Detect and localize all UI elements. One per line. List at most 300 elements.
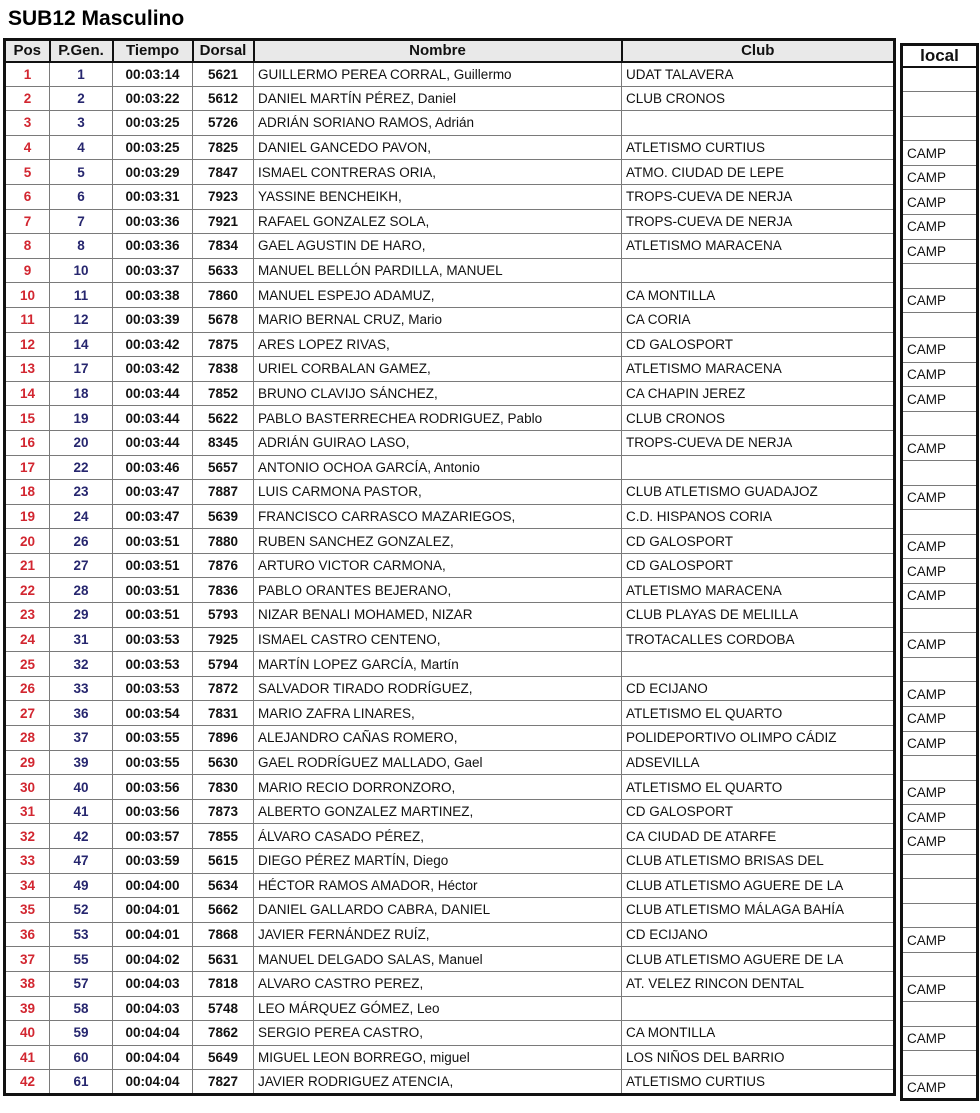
general-position-cell: 1 xyxy=(50,62,113,87)
table-row xyxy=(5,971,895,996)
table-row xyxy=(5,455,895,480)
bib-number-cell: 5748 xyxy=(193,996,254,1021)
name-cell: URIEL CORBALAN GAMEZ, xyxy=(254,357,622,382)
local-row xyxy=(902,1051,978,1076)
table-row xyxy=(5,529,895,554)
local-row xyxy=(902,829,978,854)
local-row xyxy=(902,1075,978,1100)
time-cell: 00:03:44 xyxy=(113,406,193,431)
local-cell xyxy=(902,1051,978,1076)
time-cell: 00:03:47 xyxy=(113,480,193,505)
local-cell: CAMP xyxy=(902,829,978,854)
time-cell: 00:04:03 xyxy=(113,996,193,1021)
name-cell: MANUEL ESPEJO ADAMUZ, xyxy=(254,283,622,308)
club-cell: UDAT TALAVERA xyxy=(622,62,895,87)
position-cell: 1 xyxy=(5,62,50,87)
local-row xyxy=(902,288,978,313)
bib-number-cell: 7875 xyxy=(193,332,254,357)
bib-number-cell: 5633 xyxy=(193,258,254,283)
club-cell: ATLETISMO EL QUARTO xyxy=(622,701,895,726)
name-cell: MANUEL BELLÓN PARDILLA, MANUEL xyxy=(254,258,622,283)
local-row xyxy=(902,928,978,953)
general-position-cell: 11 xyxy=(50,283,113,308)
column-header-dorsal: Dorsal xyxy=(193,40,254,62)
local-cell xyxy=(902,952,978,977)
local-row xyxy=(902,583,978,608)
name-cell: ADRIÁN GUIRAO LASO, xyxy=(254,430,622,455)
club-cell: ADSEVILLA xyxy=(622,750,895,775)
club-cell: AT. VELEZ RINCON DENTAL xyxy=(622,971,895,996)
local-cell: CAMP xyxy=(902,338,978,363)
time-cell: 00:03:31 xyxy=(113,184,193,209)
local-row xyxy=(902,952,978,977)
local-cell: CAMP xyxy=(902,682,978,707)
time-cell: 00:03:46 xyxy=(113,455,193,480)
bib-number-cell: 7876 xyxy=(193,553,254,578)
local-row xyxy=(902,657,978,682)
position-cell: 39 xyxy=(5,996,50,1021)
local-row xyxy=(902,510,978,535)
table-row xyxy=(5,357,895,382)
general-position-cell: 42 xyxy=(50,824,113,849)
local-cell: CAMP xyxy=(902,141,978,166)
general-position-cell: 60 xyxy=(50,1045,113,1070)
club-cell: ATLETISMO MARACENA xyxy=(622,357,895,382)
position-cell: 33 xyxy=(5,849,50,874)
local-column xyxy=(900,43,979,1101)
local-cell: CAMP xyxy=(902,190,978,215)
position-cell: 14 xyxy=(5,381,50,406)
position-cell: 18 xyxy=(5,480,50,505)
club-cell: CA MONTILLA xyxy=(622,283,895,308)
local-cell xyxy=(902,67,978,92)
name-cell: RUBEN SANCHEZ GONZALEZ, xyxy=(254,529,622,554)
tables-container xyxy=(3,38,980,1101)
name-cell: ALVARO CASTRO PEREZ, xyxy=(254,971,622,996)
time-cell: 00:03:47 xyxy=(113,504,193,529)
position-cell: 10 xyxy=(5,283,50,308)
local-row xyxy=(902,706,978,731)
name-cell: BRUNO CLAVIJO SÁNCHEZ, xyxy=(254,381,622,406)
general-position-cell: 23 xyxy=(50,480,113,505)
name-cell: MARTÍN LOPEZ GARCÍA, Martín xyxy=(254,652,622,677)
time-cell: 00:03:51 xyxy=(113,529,193,554)
table-row xyxy=(5,283,895,308)
name-cell: FRANCISCO CARRASCO MAZARIEGOS, xyxy=(254,504,622,529)
time-cell: 00:03:42 xyxy=(113,332,193,357)
local-cell: CAMP xyxy=(902,239,978,264)
time-cell: 00:03:56 xyxy=(113,775,193,800)
local-cell xyxy=(902,756,978,781)
local-cell xyxy=(902,657,978,682)
name-cell: DANIEL GANCEDO PAVON, xyxy=(254,135,622,160)
bib-number-cell: 7921 xyxy=(193,209,254,234)
local-row xyxy=(902,534,978,559)
table-row xyxy=(5,480,895,505)
club-cell: CLUB CRONOS xyxy=(622,86,895,111)
table-row xyxy=(5,578,895,603)
local-row xyxy=(902,436,978,461)
bib-number-cell: 7852 xyxy=(193,381,254,406)
bib-number-cell: 7847 xyxy=(193,160,254,185)
name-cell: DANIEL MARTÍN PÉREZ, Daniel xyxy=(254,86,622,111)
club-cell: ATLETISMO MARACENA xyxy=(622,234,895,259)
bib-number-cell: 5662 xyxy=(193,898,254,923)
club-cell: CD ECIJANO xyxy=(622,676,895,701)
local-cell: CAMP xyxy=(902,583,978,608)
local-row xyxy=(902,411,978,436)
bib-number-cell: 7838 xyxy=(193,357,254,382)
club-cell: CLUB ATLETISMO MÁLAGA BAHÍA xyxy=(622,898,895,923)
local-row xyxy=(902,608,978,633)
bib-number-cell: 5793 xyxy=(193,603,254,628)
local-row xyxy=(902,854,978,879)
local-cell xyxy=(902,879,978,904)
general-position-cell: 8 xyxy=(50,234,113,259)
club-cell: CA CORIA xyxy=(622,307,895,332)
local-cell xyxy=(902,461,978,486)
bib-number-cell: 5657 xyxy=(193,455,254,480)
bib-number-cell: 7831 xyxy=(193,701,254,726)
table-row xyxy=(5,726,895,751)
table-row xyxy=(5,135,895,160)
position-cell: 3 xyxy=(5,111,50,136)
time-cell: 00:03:25 xyxy=(113,135,193,160)
name-cell: DIEGO PÉREZ MARTÍN, Diego xyxy=(254,849,622,874)
table-row xyxy=(5,603,895,628)
position-cell: 25 xyxy=(5,652,50,677)
general-position-cell: 24 xyxy=(50,504,113,529)
table-row xyxy=(5,775,895,800)
club-cell: ATLETISMO CURTIUS xyxy=(622,1070,895,1095)
club-cell: CD GALOSPORT xyxy=(622,332,895,357)
time-cell: 00:04:00 xyxy=(113,873,193,898)
local-row xyxy=(902,682,978,707)
general-position-cell: 33 xyxy=(50,676,113,701)
club-cell xyxy=(622,652,895,677)
table-row xyxy=(5,553,895,578)
general-position-cell: 12 xyxy=(50,307,113,332)
column-header-pgen: P.Gen. xyxy=(50,40,113,62)
general-position-cell: 27 xyxy=(50,553,113,578)
bib-number-cell: 5615 xyxy=(193,849,254,874)
time-cell: 00:04:04 xyxy=(113,1070,193,1095)
bib-number-cell: 7896 xyxy=(193,726,254,751)
name-cell: ARES LOPEZ RIVAS, xyxy=(254,332,622,357)
local-cell: CAMP xyxy=(902,559,978,584)
general-position-cell: 28 xyxy=(50,578,113,603)
bib-number-cell: 7855 xyxy=(193,824,254,849)
table-row xyxy=(5,111,895,136)
time-cell: 00:03:37 xyxy=(113,258,193,283)
general-position-cell: 29 xyxy=(50,603,113,628)
local-cell xyxy=(902,313,978,338)
local-cell xyxy=(902,1002,978,1027)
local-cell: CAMP xyxy=(902,288,978,313)
name-cell: NIZAR BENALI MOHAMED, NIZAR xyxy=(254,603,622,628)
position-cell: 24 xyxy=(5,627,50,652)
table-row xyxy=(5,258,895,283)
local-cell xyxy=(902,116,978,141)
name-cell: ADRIÁN SORIANO RAMOS, Adrián xyxy=(254,111,622,136)
time-cell: 00:03:44 xyxy=(113,430,193,455)
table-row xyxy=(5,504,895,529)
column-header-pos: Pos xyxy=(5,40,50,62)
club-cell: CA CHAPIN JEREZ xyxy=(622,381,895,406)
position-cell: 27 xyxy=(5,701,50,726)
club-cell: CLUB PLAYAS DE MELILLA xyxy=(622,603,895,628)
table-row xyxy=(5,86,895,111)
club-cell: CLUB ATLETISMO AGUERE DE LA xyxy=(622,947,895,972)
name-cell: MARIO BERNAL CRUZ, Mario xyxy=(254,307,622,332)
time-cell: 00:03:14 xyxy=(113,62,193,87)
club-cell: CD GALOSPORT xyxy=(622,799,895,824)
column-header-tiempo: Tiempo xyxy=(113,40,193,62)
position-cell: 4 xyxy=(5,135,50,160)
general-position-cell: 31 xyxy=(50,627,113,652)
position-cell: 11 xyxy=(5,307,50,332)
table-row xyxy=(5,406,895,431)
local-row xyxy=(902,387,978,412)
local-cell xyxy=(902,264,978,289)
position-cell: 22 xyxy=(5,578,50,603)
time-cell: 00:03:38 xyxy=(113,283,193,308)
general-position-cell: 22 xyxy=(50,455,113,480)
table-row xyxy=(5,947,895,972)
bib-number-cell: 5621 xyxy=(193,62,254,87)
bib-number-cell: 7860 xyxy=(193,283,254,308)
time-cell: 00:03:56 xyxy=(113,799,193,824)
general-position-cell: 52 xyxy=(50,898,113,923)
time-cell: 00:03:53 xyxy=(113,652,193,677)
general-position-cell: 17 xyxy=(50,357,113,382)
bib-number-cell: 7872 xyxy=(193,676,254,701)
position-cell: 17 xyxy=(5,455,50,480)
name-cell: GAEL AGUSTIN DE HARO, xyxy=(254,234,622,259)
column-header-club: Club xyxy=(622,40,895,62)
position-cell: 36 xyxy=(5,922,50,947)
name-cell: PABLO ORANTES BEJERANO, xyxy=(254,578,622,603)
local-row xyxy=(902,190,978,215)
time-cell: 00:03:39 xyxy=(113,307,193,332)
local-cell: CAMP xyxy=(902,928,978,953)
general-position-cell: 4 xyxy=(50,135,113,160)
table-row xyxy=(5,996,895,1021)
local-cell xyxy=(902,510,978,535)
local-row xyxy=(902,879,978,904)
local-row xyxy=(902,362,978,387)
local-table xyxy=(900,43,979,1101)
position-cell: 41 xyxy=(5,1045,50,1070)
club-cell xyxy=(622,996,895,1021)
time-cell: 00:03:51 xyxy=(113,553,193,578)
bib-number-cell: 5649 xyxy=(193,1045,254,1070)
local-cell: CAMP xyxy=(902,1026,978,1051)
name-cell: PABLO BASTERRECHEA RODRIGUEZ, Pablo xyxy=(254,406,622,431)
position-cell: 29 xyxy=(5,750,50,775)
table-row xyxy=(5,430,895,455)
name-cell: JAVIER FERNÁNDEZ RUÍZ, xyxy=(254,922,622,947)
bib-number-cell: 7830 xyxy=(193,775,254,800)
position-cell: 7 xyxy=(5,209,50,234)
time-cell: 00:03:51 xyxy=(113,578,193,603)
club-cell: ATMO. CIUDAD DE LEPE xyxy=(622,160,895,185)
local-row xyxy=(902,1026,978,1051)
bib-number-cell: 5630 xyxy=(193,750,254,775)
club-cell: CD GALOSPORT xyxy=(622,529,895,554)
club-cell: ATLETISMO EL QUARTO xyxy=(622,775,895,800)
name-cell: LEO MÁRQUEZ GÓMEZ, Leo xyxy=(254,996,622,1021)
local-cell: CAMP xyxy=(902,362,978,387)
general-position-cell: 57 xyxy=(50,971,113,996)
club-cell: TROPS-CUEVA DE NERJA xyxy=(622,209,895,234)
club-cell: TROPS-CUEVA DE NERJA xyxy=(622,430,895,455)
bib-number-cell: 7825 xyxy=(193,135,254,160)
position-cell: 13 xyxy=(5,357,50,382)
time-cell: 00:04:03 xyxy=(113,971,193,996)
general-position-cell: 32 xyxy=(50,652,113,677)
time-cell: 00:03:44 xyxy=(113,381,193,406)
table-row xyxy=(5,332,895,357)
general-position-cell: 41 xyxy=(50,799,113,824)
page-title: SUB12 Masculino xyxy=(8,7,185,30)
general-position-cell: 37 xyxy=(50,726,113,751)
local-cell xyxy=(902,411,978,436)
local-row xyxy=(902,215,978,240)
local-row xyxy=(902,92,978,117)
general-position-cell: 36 xyxy=(50,701,113,726)
local-row xyxy=(902,903,978,928)
name-cell: SALVADOR TIRADO RODRÍGUEZ, xyxy=(254,676,622,701)
position-cell: 15 xyxy=(5,406,50,431)
time-cell: 00:04:01 xyxy=(113,898,193,923)
table-row xyxy=(5,209,895,234)
bib-number-cell: 7887 xyxy=(193,480,254,505)
position-cell: 5 xyxy=(5,160,50,185)
name-cell: YASSINE BENCHEIKH, xyxy=(254,184,622,209)
time-cell: 00:03:57 xyxy=(113,824,193,849)
local-cell: CAMP xyxy=(902,731,978,756)
local-row xyxy=(902,264,978,289)
local-row xyxy=(902,239,978,264)
general-position-cell: 40 xyxy=(50,775,113,800)
position-cell: 12 xyxy=(5,332,50,357)
local-cell: CAMP xyxy=(902,387,978,412)
table-row xyxy=(5,160,895,185)
name-cell: MARIO ZAFRA LINARES, xyxy=(254,701,622,726)
time-cell: 00:03:25 xyxy=(113,111,193,136)
general-position-cell: 2 xyxy=(50,86,113,111)
column-header-nombre: Nombre xyxy=(254,40,622,62)
position-cell: 16 xyxy=(5,430,50,455)
position-cell: 32 xyxy=(5,824,50,849)
time-cell: 00:04:01 xyxy=(113,922,193,947)
name-cell: ISMAEL CASTRO CENTENO, xyxy=(254,627,622,652)
position-cell: 20 xyxy=(5,529,50,554)
local-cell: CAMP xyxy=(902,215,978,240)
name-cell: SERGIO PEREA CASTRO, xyxy=(254,1021,622,1046)
general-position-cell: 5 xyxy=(50,160,113,185)
local-row xyxy=(902,780,978,805)
bib-number-cell: 7925 xyxy=(193,627,254,652)
position-cell: 6 xyxy=(5,184,50,209)
bib-number-cell: 7880 xyxy=(193,529,254,554)
table-row xyxy=(5,381,895,406)
time-cell: 00:04:04 xyxy=(113,1045,193,1070)
name-cell: ANTONIO OCHOA GARCÍA, Antonio xyxy=(254,455,622,480)
club-cell: CD GALOSPORT xyxy=(622,553,895,578)
results-table xyxy=(3,38,896,1096)
table-row xyxy=(5,62,895,87)
bib-number-cell: 5631 xyxy=(193,947,254,972)
table-row xyxy=(5,1045,895,1070)
club-cell: TROPS-CUEVA DE NERJA xyxy=(622,184,895,209)
bib-number-cell: 5622 xyxy=(193,406,254,431)
table-row xyxy=(5,1021,895,1046)
time-cell: 00:03:42 xyxy=(113,357,193,382)
local-cell xyxy=(902,608,978,633)
local-row xyxy=(902,116,978,141)
table-row xyxy=(5,184,895,209)
name-cell: MANUEL DELGADO SALAS, Manuel xyxy=(254,947,622,972)
club-cell: LOS NIÑOS DEL BARRIO xyxy=(622,1045,895,1070)
position-cell: 21 xyxy=(5,553,50,578)
general-position-cell: 47 xyxy=(50,849,113,874)
bib-number-cell: 5794 xyxy=(193,652,254,677)
club-cell: ATLETISMO MARACENA xyxy=(622,578,895,603)
time-cell: 00:03:51 xyxy=(113,603,193,628)
position-cell: 2 xyxy=(5,86,50,111)
general-position-cell: 18 xyxy=(50,381,113,406)
local-cell: CAMP xyxy=(902,485,978,510)
name-cell: GAEL RODRÍGUEZ MALLADO, Gael xyxy=(254,750,622,775)
club-cell: CD ECIJANO xyxy=(622,922,895,947)
club-cell xyxy=(622,258,895,283)
time-cell: 00:03:53 xyxy=(113,676,193,701)
time-cell: 00:03:36 xyxy=(113,209,193,234)
general-position-cell: 58 xyxy=(50,996,113,1021)
club-cell: CLUB ATLETISMO BRISAS DEL xyxy=(622,849,895,874)
position-cell: 42 xyxy=(5,1070,50,1095)
general-position-cell: 49 xyxy=(50,873,113,898)
bib-number-cell: 7868 xyxy=(193,922,254,947)
bib-number-cell: 7836 xyxy=(193,578,254,603)
local-row xyxy=(902,977,978,1002)
club-cell: POLIDEPORTIVO OLIMPO CÁDIZ xyxy=(622,726,895,751)
general-position-cell: 55 xyxy=(50,947,113,972)
local-row xyxy=(902,805,978,830)
local-row xyxy=(902,338,978,363)
local-rows xyxy=(902,67,978,1100)
table-row xyxy=(5,898,895,923)
table-row xyxy=(5,701,895,726)
name-cell: GUILLERMO PEREA CORRAL, Guillermo xyxy=(254,62,622,87)
bib-number-cell: 7862 xyxy=(193,1021,254,1046)
club-cell: ATLETISMO CURTIUS xyxy=(622,135,895,160)
name-cell: LUIS CARMONA PASTOR, xyxy=(254,480,622,505)
local-row xyxy=(902,461,978,486)
time-cell: 00:03:36 xyxy=(113,234,193,259)
local-row xyxy=(902,633,978,658)
bib-number-cell: 5639 xyxy=(193,504,254,529)
local-cell: CAMP xyxy=(902,633,978,658)
bib-number-cell: 7834 xyxy=(193,234,254,259)
club-cell: TROTACALLES CORDOBA xyxy=(622,627,895,652)
name-cell: ÁLVARO CASADO PÉREZ, xyxy=(254,824,622,849)
position-cell: 35 xyxy=(5,898,50,923)
general-position-cell: 10 xyxy=(50,258,113,283)
table-row xyxy=(5,750,895,775)
